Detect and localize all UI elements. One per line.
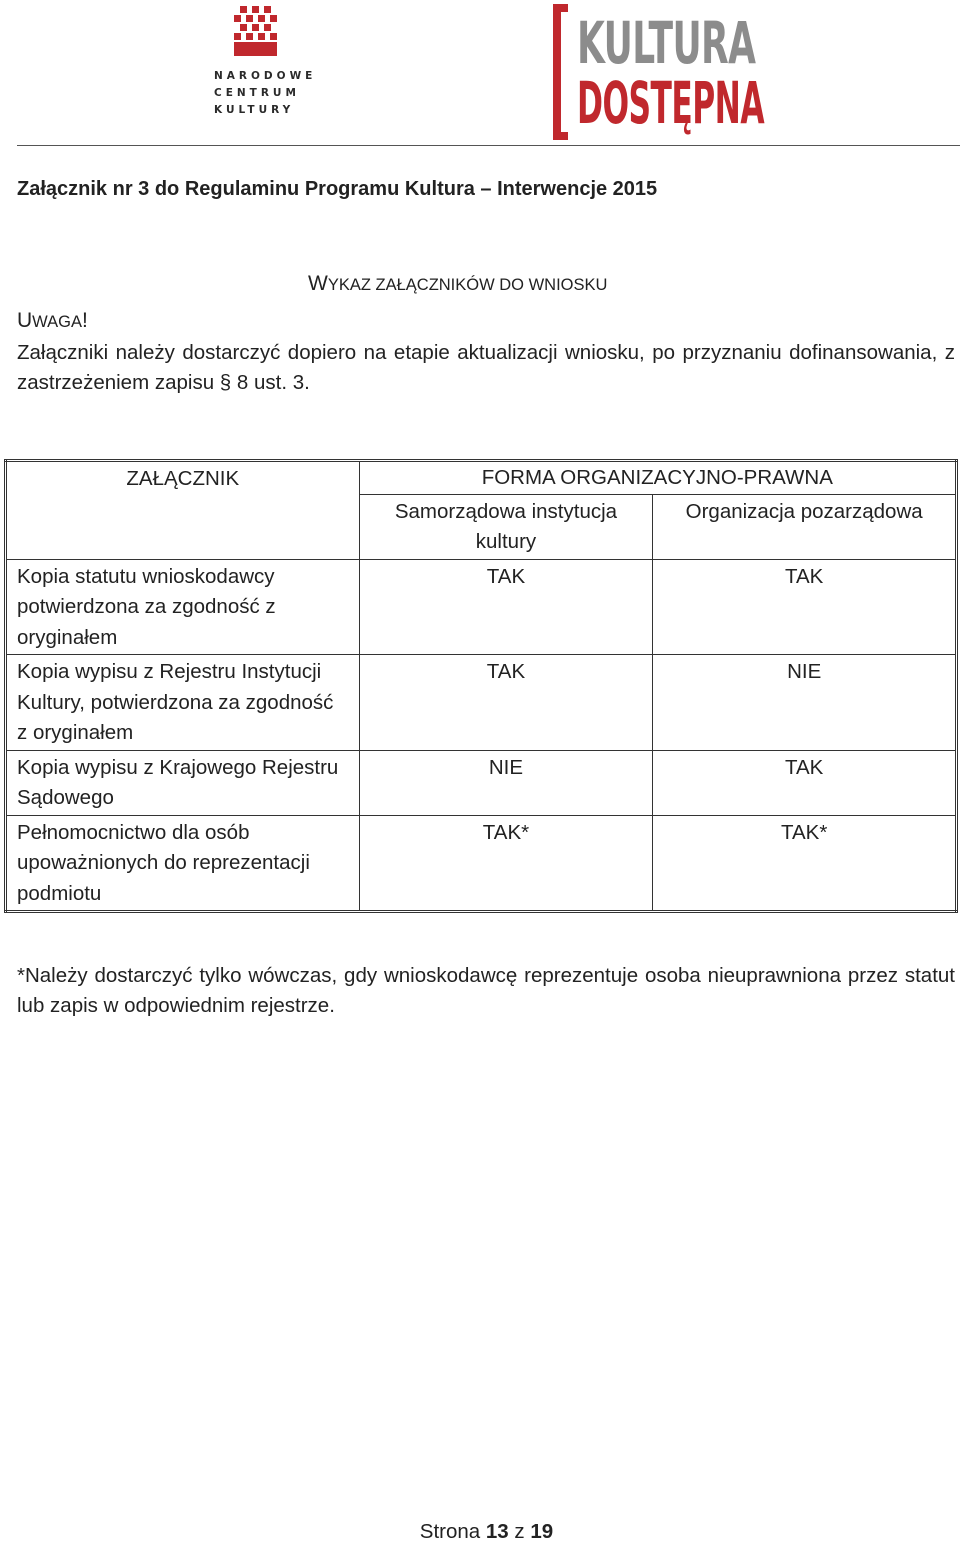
header-attachment: ZAŁĄCZNIK [6, 461, 360, 560]
table-row [6, 655, 957, 751]
page-number [0, 1520, 960, 1544]
nck-line: KULTURY [214, 104, 295, 116]
page-header [0, 0, 960, 148]
row-attachment-name: Kopia wypisu z Krajowego Rejestru Sądowego [6, 750, 360, 815]
document-title [308, 272, 607, 296]
row-value-a: TAK [359, 655, 653, 751]
page-separator: z [514, 1520, 525, 1543]
warning-mark: ! [81, 309, 88, 332]
header-col-b: Organizacja pozarządowa [653, 494, 957, 559]
nck-crown-icon [230, 6, 282, 58]
logo-bracket [553, 4, 568, 140]
header-divider [17, 145, 960, 146]
row-value-b: TAK [653, 559, 957, 655]
row-value-b: TAK* [653, 815, 957, 912]
row-attachment-name: Kopia wypisu z Rejestru Instytucji Kultury, potwierdzona za zgodność z oryginałem [6, 655, 360, 751]
logo-line-kultura: KULTURA [577, 9, 756, 77]
warning-label [17, 309, 88, 333]
row-value-a: TAK* [359, 815, 653, 912]
nck-line: NARODOWE [214, 70, 317, 82]
row-value-b: TAK [653, 750, 957, 815]
kultura-dostepna-logo [553, 4, 773, 140]
total-pages: 19 [530, 1520, 554, 1543]
warning-rest: WAGA [32, 313, 82, 331]
row-attachment-name: Kopia statutu wnioskodawcy potwierdzona za zgodność z oryginałem [6, 559, 360, 655]
footnote: *Należy dostarczyć tylko wówczas, gdy wnioskodawcę reprezentuje osoba nieuprawniona przez statut lub zapis w odpowiednim rejestrze. [17, 964, 955, 1017]
row-attachment-name: Pełnomocnictwo dla osób upoważnionych do reprezentacji podmiotu [6, 815, 360, 912]
page-prefix: Strona [419, 1520, 481, 1543]
attachments-table [4, 459, 958, 913]
document-subtitle: Załącznik nr 3 do Regulaminu Programu Kultura – Interwencje 2015 [17, 178, 658, 200]
warning-text: Załączniki należy dostarczyć dopiero na etapie aktualizacji wniosku, po przyznaniu dofinansowania, z zastrzeżeniem zapisu § 8 ust. 3. [17, 341, 955, 394]
warning-initial: U [17, 309, 33, 332]
nck-logo [210, 6, 317, 119]
row-value-b: NIE [653, 655, 957, 751]
table-row [6, 750, 957, 815]
header-form: FORMA ORGANIZACYJNO-PRAWNA [359, 461, 956, 495]
nck-line: CENTRUM [214, 87, 300, 99]
table-row [6, 559, 957, 655]
row-value-a: NIE [359, 750, 653, 815]
current-page: 13 [485, 1520, 509, 1543]
title-rest: YKAZ ZAŁĄCZNIKÓW DO WNIOSKU [327, 276, 608, 294]
row-value-a: TAK [359, 559, 653, 655]
table-header-row [6, 461, 957, 495]
table-row [6, 815, 957, 912]
title-initial: W [308, 272, 328, 295]
header-col-a: Samorządowa instytucja kultury [359, 494, 653, 559]
logo-line-dostepna: DOSTĘPNA [577, 69, 765, 137]
